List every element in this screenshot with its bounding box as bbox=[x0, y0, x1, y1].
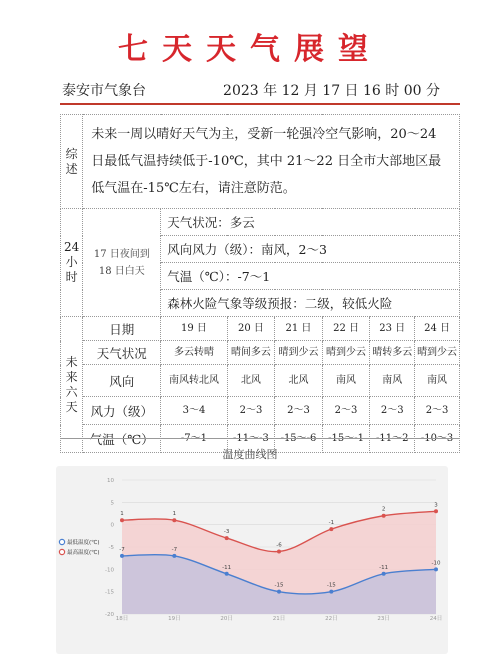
row-label-temp: 气温（℃） bbox=[83, 425, 161, 453]
max-temp-data-label: -6 bbox=[276, 542, 282, 549]
row-label-date: 日期 bbox=[83, 317, 161, 341]
summary-text: 未来一周以晴好天气为主，受新一轮强冷空气影响，20～24 日最低气温持续低于-10℃，其中 21～22 日全市大部地区最低气温在-15℃左右，请注意防范。 bbox=[83, 115, 460, 209]
max-temp-point bbox=[172, 518, 176, 522]
max-temp-data-label: 1 bbox=[172, 511, 177, 518]
station-name: 泰安市气象台 bbox=[62, 83, 146, 99]
day-wind-dir: 北风 bbox=[275, 365, 323, 397]
page-title: 七天天气展望 bbox=[118, 32, 382, 67]
summary-label: 综述 bbox=[61, 115, 83, 209]
day-weather: 晴间多云 bbox=[227, 341, 275, 365]
day-wind-dir: 南风 bbox=[370, 365, 415, 397]
y-tick-label: -20 bbox=[105, 612, 114, 618]
footer-rule bbox=[60, 438, 460, 439]
legend-label: 最低温度(℃) bbox=[67, 540, 100, 546]
min-temp-point bbox=[120, 554, 124, 558]
min-temp-data-label: -15 bbox=[326, 582, 336, 589]
day-date: 21 日 bbox=[275, 317, 323, 341]
day-wind-dir: 南风转北风 bbox=[161, 365, 227, 397]
day-temp: -11～-3 bbox=[227, 425, 275, 453]
max-temp-data-label: 1 bbox=[120, 511, 124, 518]
day-weather: 晴到少云 bbox=[322, 341, 370, 365]
day-temp: -10～3 bbox=[415, 425, 460, 453]
issue-time: 2023 年 12 月 17 日 16 时 00 分 bbox=[223, 83, 440, 99]
chart-title: 温度曲线图 bbox=[222, 448, 278, 461]
min-temp-data-label: -15 bbox=[274, 582, 284, 589]
future-label: 未来六天 bbox=[61, 317, 83, 453]
max-temp-data-label: 3 bbox=[434, 502, 438, 509]
day-wind-force: 3～4 bbox=[161, 397, 227, 425]
day-temp: -11～2 bbox=[370, 425, 415, 453]
max-temp-data-label: -1 bbox=[328, 520, 335, 527]
day-wind-force: 2～3 bbox=[415, 397, 460, 425]
x-tick-label: 19日 bbox=[168, 616, 181, 622]
max-temp-point bbox=[382, 514, 386, 518]
min-temp-point bbox=[225, 572, 229, 576]
day-wind-force: 2～3 bbox=[370, 397, 415, 425]
max-temp-data-label: 2 bbox=[381, 506, 386, 513]
row-label-weather: 天气状况 bbox=[83, 341, 161, 365]
legend-marker bbox=[59, 539, 64, 544]
hours24-fire: 森林火险气象等级预报：二级，较低火险 bbox=[161, 290, 460, 317]
day-wind-dir: 南风 bbox=[322, 365, 370, 397]
min-temp-data-label: -7 bbox=[171, 546, 178, 553]
min-temp-data-label: -7 bbox=[119, 546, 125, 553]
x-tick-label: 23日 bbox=[377, 616, 390, 622]
day-weather: 晴到少云 bbox=[415, 341, 460, 365]
hours24-weather: 天气状况：多云 bbox=[161, 209, 460, 236]
max-temp-point bbox=[277, 549, 281, 553]
day-date: 24 日 bbox=[415, 317, 460, 341]
day-temp: -7～1 bbox=[161, 425, 227, 453]
day-wind-force: 2～3 bbox=[227, 397, 275, 425]
hours24-period-line: 18 日白天 bbox=[98, 265, 145, 277]
temperature-chart bbox=[56, 466, 448, 654]
min-temp-point bbox=[277, 590, 281, 594]
header-rule bbox=[60, 103, 460, 105]
forecast-table bbox=[60, 114, 460, 453]
chart-svg bbox=[56, 466, 448, 654]
y-tick-label: 10 bbox=[107, 478, 114, 484]
day-weather: 晴转多云 bbox=[370, 341, 415, 365]
max-temp-point bbox=[120, 518, 124, 522]
y-tick-label: -15 bbox=[105, 589, 114, 596]
max-temp-point bbox=[225, 536, 229, 540]
x-tick-label: 24日 bbox=[429, 616, 443, 622]
day-temp: -15～-6 bbox=[275, 425, 323, 453]
day-date: 19 日 bbox=[161, 317, 227, 341]
x-tick-label: 18日 bbox=[115, 616, 129, 622]
day-wind-dir: 南风 bbox=[415, 365, 460, 397]
day-date: 20 日 bbox=[227, 317, 275, 341]
day-weather: 多云转晴 bbox=[161, 341, 227, 365]
row-label-wind-dir: 风向 bbox=[83, 365, 161, 397]
legend-label: 最高温度(℃) bbox=[67, 550, 100, 556]
min-temp-data-label: -10 bbox=[431, 560, 441, 567]
min-temp-data-label: -11 bbox=[222, 564, 232, 571]
min-temp-point bbox=[434, 567, 438, 571]
x-tick-label: 22日 bbox=[325, 616, 338, 622]
day-weather: 晴到少云 bbox=[275, 341, 323, 365]
day-temp: -15～-1 bbox=[322, 425, 370, 453]
y-tick-label: 5 bbox=[110, 500, 114, 507]
hours24-period bbox=[83, 209, 161, 317]
min-temp-point bbox=[172, 554, 176, 558]
x-tick-label: 20日 bbox=[220, 616, 233, 622]
hours24-temp: 气温（℃）：-7～1 bbox=[161, 263, 460, 290]
y-tick-label: -5 bbox=[108, 545, 114, 551]
day-date: 22 日 bbox=[322, 317, 370, 341]
y-tick-label: -10 bbox=[105, 567, 114, 574]
legend-marker bbox=[59, 549, 64, 554]
min-temp-data-label: -11 bbox=[379, 564, 389, 571]
min-temp-point bbox=[329, 590, 333, 594]
max-temp-data-label: -3 bbox=[223, 529, 230, 536]
hours24-wind: 风向风力（级）：南风，2～3 bbox=[161, 236, 460, 263]
hours24-period-line: 17 日夜间到 bbox=[93, 248, 150, 260]
day-wind-force: 2～3 bbox=[322, 397, 370, 425]
day-wind-dir: 北风 bbox=[227, 365, 275, 397]
day-date: 23 日 bbox=[370, 317, 415, 341]
day-wind-force: 2～3 bbox=[275, 397, 323, 425]
row-label-wind-force: 风力（级） bbox=[83, 397, 161, 425]
x-tick-label: 21日 bbox=[272, 616, 286, 622]
y-tick-label: 0 bbox=[110, 522, 114, 529]
hours24-label: 24小时 bbox=[61, 209, 83, 317]
max-temp-point bbox=[434, 509, 438, 513]
min-temp-point bbox=[382, 572, 386, 576]
max-temp-point bbox=[329, 527, 333, 531]
